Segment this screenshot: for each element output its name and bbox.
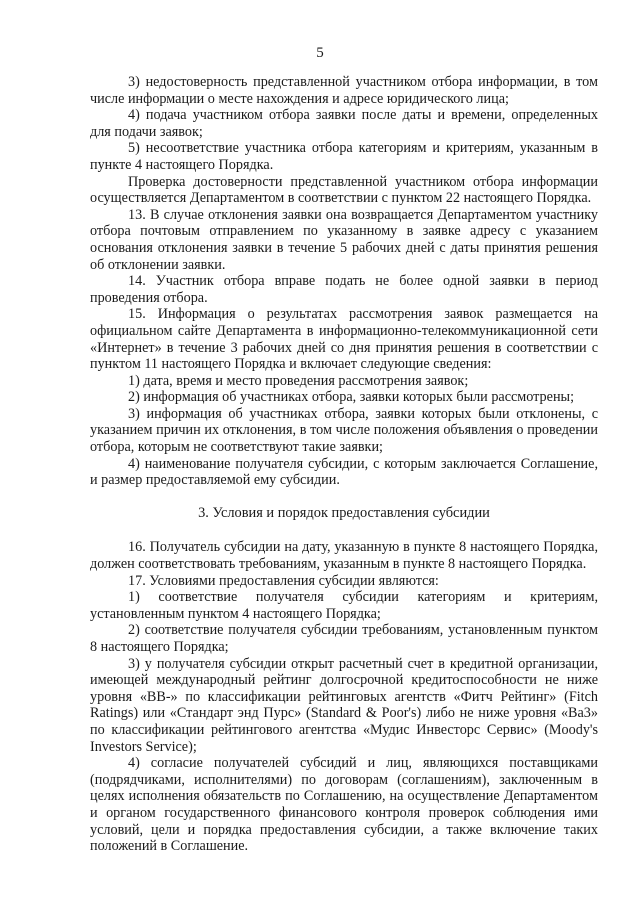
- paragraph: 3) у получателя субсидии открыт расчетный счет в кредитной организации, имеющей международный рейтинг долгосрочной кредитоспособности не ниже уровня «ВВ-» по классификации рейтинговых агентств «Фитч Рейтинг» (Fitch Ratings) или «Стандарт энд Пурс» (Standard & Poor's) либо не ниже уровня «Ba3» по классификации рейтингового агентства «Мудис Инвесторс Сервис» (Moody's Investors Service);: [90, 655, 598, 755]
- page-number: 5: [316, 45, 324, 61]
- paragraph: 17. Условиями предоставления субсидии являются:: [128, 572, 439, 589]
- paragraph: 13. В случае отклонения заявки она возвращается Департаментом участнику отбора почтовым отправлением по указанному в заявке адресу с указанием основания отклонения заявки в течение 5 рабочих дней с даты принятия решения об отклонении заявки.: [90, 206, 598, 273]
- paragraph: 2) соответствие получателя субсидии требованиям, установленным пунктом 8 настоящего Порядка;: [90, 622, 598, 655]
- paragraph: 4) согласие получателей субсидий и лиц, являющихся поставщиками (подрядчиками, исполнителями) по договорам (соглашениям), заключенным в целях исполнения обязательств по Соглашению, на осуществление Департаментом и органом государственного финансового контроля проверок соблюдения ими условий, цели и порядка предоставления субсидии, а также включение таких положений в Соглашение.: [90, 755, 598, 855]
- paragraph: Проверка достоверности представленной участником отбора информации осуществляется Департаментом в соответствии с пунктом 22 настоящего Порядка.: [90, 173, 598, 207]
- paragraph: 1) дата, время и место проведения рассмотрения заявок;: [128, 372, 469, 389]
- paragraph: 4) подача участником отбора заявки после даты и времени, определенных для подачи заявок;: [90, 107, 598, 140]
- paragraph: 14. Участник отбора вправе подать не более одной заявки в период проведения отбора.: [90, 273, 598, 306]
- paragraph: 2) информация об участниках отбора, заявки которых были рассмотрены;: [128, 389, 575, 406]
- paragraph: 1) соответствие получателя субсидии категориям и критериям, установленным пунктом 4 настоящего Порядка;: [90, 589, 598, 622]
- document-body: [90, 74, 598, 855]
- paragraph: 3) недостоверность представленной участником отбора информации, в том числе информации о месте нахождения и адресе юридического лица;: [90, 74, 598, 107]
- paragraph: 3) информация об участниках отбора, заявки которых были отклонены, с указанием причин их отклонения, в том числе положения объявления о проведении отбора, которым не соответствуют такие заявки;: [90, 405, 598, 456]
- paragraph: 15. Информация о результатах рассмотрения заявок размещается на официальном сайте Департамента в информационно-телекоммуникационной сети «Интернет» в течение 3 рабочих дней со дня принятия решения в соответствии с пунктом 11 настоящего Порядка и включает следующие сведения:: [90, 306, 598, 373]
- section-title: 3. Условия и порядок предоставления субсидии: [198, 504, 490, 521]
- paragraph: 5) несоответствие участника отбора категориям и критериям, указанным в пункте 4 настоящего Порядка.: [90, 140, 598, 173]
- paragraph: 4) наименование получателя субсидии, с которым заключается Соглашение, и размер предоставляемой ему субсидии.: [90, 455, 598, 489]
- paragraph: 16. Получатель субсидии на дату, указанную в пункте 8 настоящего Порядка, должен соответствовать требованиям, указанным в пункте 8 настоящего Порядка.: [90, 539, 598, 573]
